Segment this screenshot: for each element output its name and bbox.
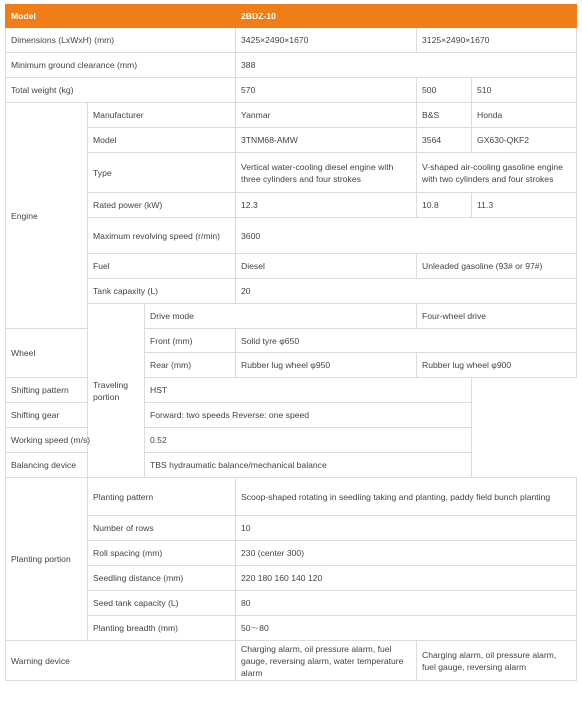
dimensions-label: Dimensions (LxWxH) (mm) (6, 28, 236, 53)
wheel-front-value: Solid tyre φ650 (236, 329, 577, 353)
table-row (6, 478, 577, 516)
warning-device-value-1: Charging alarm, oil pressure alarm, fuel gauge, reversing alarm, water temperature alarm (236, 641, 417, 681)
spec-table (5, 4, 577, 681)
warning-device-value-2: Charging alarm, oil pressure alarm, fuel gauge, reversing alarm (417, 641, 577, 681)
fuel-label: Fuel (88, 254, 236, 279)
table-row (6, 378, 577, 403)
table-row (6, 641, 577, 681)
rated-power-value-3: 11.3 (472, 193, 577, 218)
balancing-device-value: TBS hydraumatic balance/mechanical balance (145, 453, 472, 478)
seedling-distance-value: 220 180 160 140 120 (236, 566, 577, 591)
working-speed-label: Working speed (m/s) (6, 428, 145, 453)
manufacturer-value-1: Yanmar (236, 103, 417, 128)
roll-spacing-label: Roll spacing (mm) (88, 541, 236, 566)
traveling-group-label: Traveling portion (88, 304, 145, 478)
total-weight-value-2: 500 (417, 78, 472, 103)
wheel-label: Wheel (6, 329, 88, 378)
wheel-rear-value-1: Rubber lug wheel φ950 (236, 353, 417, 378)
table-row (6, 541, 577, 566)
rated-power-label: Rated power (kW) (88, 193, 236, 218)
drive-mode-label: Drive mode (145, 304, 417, 329)
shifting-pattern-label: Shifting pattern (6, 378, 145, 403)
table-row (6, 53, 577, 78)
table-row (6, 403, 577, 428)
dimensions-value-2: 3125×2490×1670 (417, 28, 577, 53)
planting-breadth-value: 50～80 (236, 616, 577, 641)
engine-model-label: Model (88, 128, 236, 153)
model-header-value: 2BDZ-10 (236, 5, 577, 28)
engine-model-value-1: 3TNM68-AMW (236, 128, 417, 153)
dimensions-value-1: 3425×2490×1670 (236, 28, 417, 53)
engine-model-value-2: 3564 (417, 128, 472, 153)
tank-capacity-label: Tank capaxity (L) (88, 279, 236, 304)
model-header-label: Model (6, 5, 236, 28)
ground-clearance-label: Minimum ground clearance (mm) (6, 53, 236, 78)
number-of-rows-label: Number of rows (88, 516, 236, 541)
table-row (6, 453, 577, 478)
warning-device-label: Warning device (6, 641, 236, 681)
rated-power-value-1: 12.3 (236, 193, 417, 218)
table-row (6, 428, 577, 453)
working-speed-value: 0.52 (145, 428, 472, 453)
ground-clearance-value: 388 (236, 53, 577, 78)
engine-group-label: Engine (6, 103, 88, 329)
shifting-pattern-value: HST (145, 378, 472, 403)
manufacturer-value-3: Honda (472, 103, 577, 128)
wheel-front-label: Front (mm) (145, 329, 236, 353)
total-weight-value-1: 570 (236, 78, 417, 103)
number-of-rows-value: 10 (236, 516, 577, 541)
shifting-gear-value: Forward: two speeds Reverse: one speed (145, 403, 472, 428)
wheel-rear-value-2: Rubber lug wheel φ900 (417, 353, 577, 378)
max-speed-label: Maximum revolving speed (r/min) (88, 218, 236, 254)
table-row (6, 304, 577, 329)
planting-pattern-value: Scoop-shaped rotating in seedling taking and planting, paddy field bunch planting (236, 478, 577, 516)
fuel-value-1: Diesel (236, 254, 417, 279)
planting-pattern-label: Planting pattern (88, 478, 236, 516)
planting-group-label: Planting portion (6, 478, 88, 641)
manufacturer-label: Manufacturer (88, 103, 236, 128)
table-row (6, 153, 577, 193)
balancing-device-label: Balancing device (6, 453, 145, 478)
table-row (6, 279, 577, 304)
max-speed-value: 3600 (236, 218, 577, 254)
table-row (6, 566, 577, 591)
table-row (6, 218, 577, 254)
tank-capacity-value: 20 (236, 279, 577, 304)
table-row (6, 103, 577, 128)
table-row (6, 591, 577, 616)
table-row (6, 193, 577, 218)
seed-tank-capacity-label: Seed tank capacity (L) (88, 591, 236, 616)
total-weight-value-3: 510 (472, 78, 577, 103)
shifting-gear-label: Shifting gear (6, 403, 145, 428)
table-row (6, 28, 577, 53)
table-row (6, 128, 577, 153)
table-row (6, 516, 577, 541)
roll-spacing-value: 230 (center 300) (236, 541, 577, 566)
wheel-rear-label: Rear (mm) (145, 353, 236, 378)
engine-type-value-1: Vertical water-cooling diesel engine with three cylinders and four strokes (236, 153, 417, 193)
engine-type-label: Type (88, 153, 236, 193)
table-row (6, 616, 577, 641)
fuel-value-2: Unleaded gasoline (93# or 97#) (417, 254, 577, 279)
planting-breadth-label: Planting breadth (mm) (88, 616, 236, 641)
table-row (6, 254, 577, 279)
table-row (6, 78, 577, 103)
drive-mode-value: Four-wheel drive (417, 304, 577, 329)
header-row (6, 5, 577, 28)
engine-type-value-2: V-shaped air-cooling gasoline engine with two cylinders and four strokes (417, 153, 577, 193)
seedling-distance-label: Seedling distance (mm) (88, 566, 236, 591)
rated-power-value-2: 10.8 (417, 193, 472, 218)
total-weight-label: Total weight (kg) (6, 78, 236, 103)
engine-model-value-3: GX630-QKF2 (472, 128, 577, 153)
seed-tank-capacity-value: 80 (236, 591, 577, 616)
manufacturer-value-2: B&S (417, 103, 472, 128)
